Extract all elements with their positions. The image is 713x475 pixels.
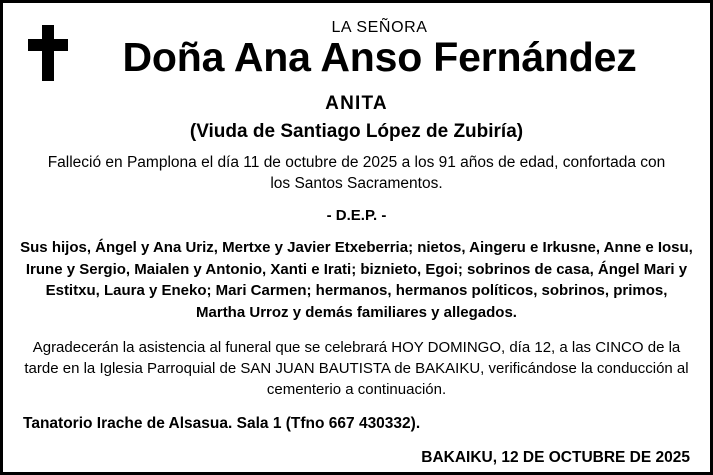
spouse-line: (Viuda de Santiago López de Zubiría): [189, 121, 524, 142]
deceased-name: Doña Ana Anso Fernández: [122, 34, 637, 80]
death-details: Falleció en Pamplona el día 11 de octubre de 2025 a los 91 años de edad, confortada con los Santos Sacramentos.: [47, 154, 666, 192]
place-and-date: BAKAIKU, 12 DE OCTUBRE DE 2025: [421, 448, 690, 466]
honorific-label: LA SEÑORA: [331, 19, 428, 36]
funeral-home-line: Tanatorio Irache de Alsasua. Sala 1 (Tfno 667 430332).: [23, 414, 421, 432]
notice-header: [15, 13, 698, 83]
dep-label: - D.E.P. -: [326, 206, 387, 224]
family-list: Sus hijos, Ángel y Ana Uriz, Mertxe y Javier Etxeberria; nietos, Aingeru e Irkusne, Anne e Iosu, Irune y Sergio, Maialen y Antonio, Xanti e Irati; biznieto, Egoi; sobrinos de casa, Ángel Mari y Estitxu, Laura y Eneko; Mari Carmen; hermanos, hermanos políticos, sobrinos, primos, Martha Urroz y demás familiares y allegados.: [20, 238, 693, 322]
cross-icon: [27, 25, 69, 81]
cross-icon-horizontal-bar: [28, 39, 68, 51]
cross-icon-vertical-bar: [42, 25, 54, 81]
funeral-details: Agradecerán la asistencia al funeral que se celebrará HOY DOMINGO, día 12, a las CINCO de la tarde en la Iglesia Parroquial de SAN JUAN BAUTISTA de BAKAIKU, verificándose la conducción al cementerio a continuación.: [24, 338, 689, 399]
deceased-alias: ANITA: [325, 93, 388, 114]
header-text-block: [81, 19, 698, 81]
cross-icon-container: [15, 19, 81, 81]
